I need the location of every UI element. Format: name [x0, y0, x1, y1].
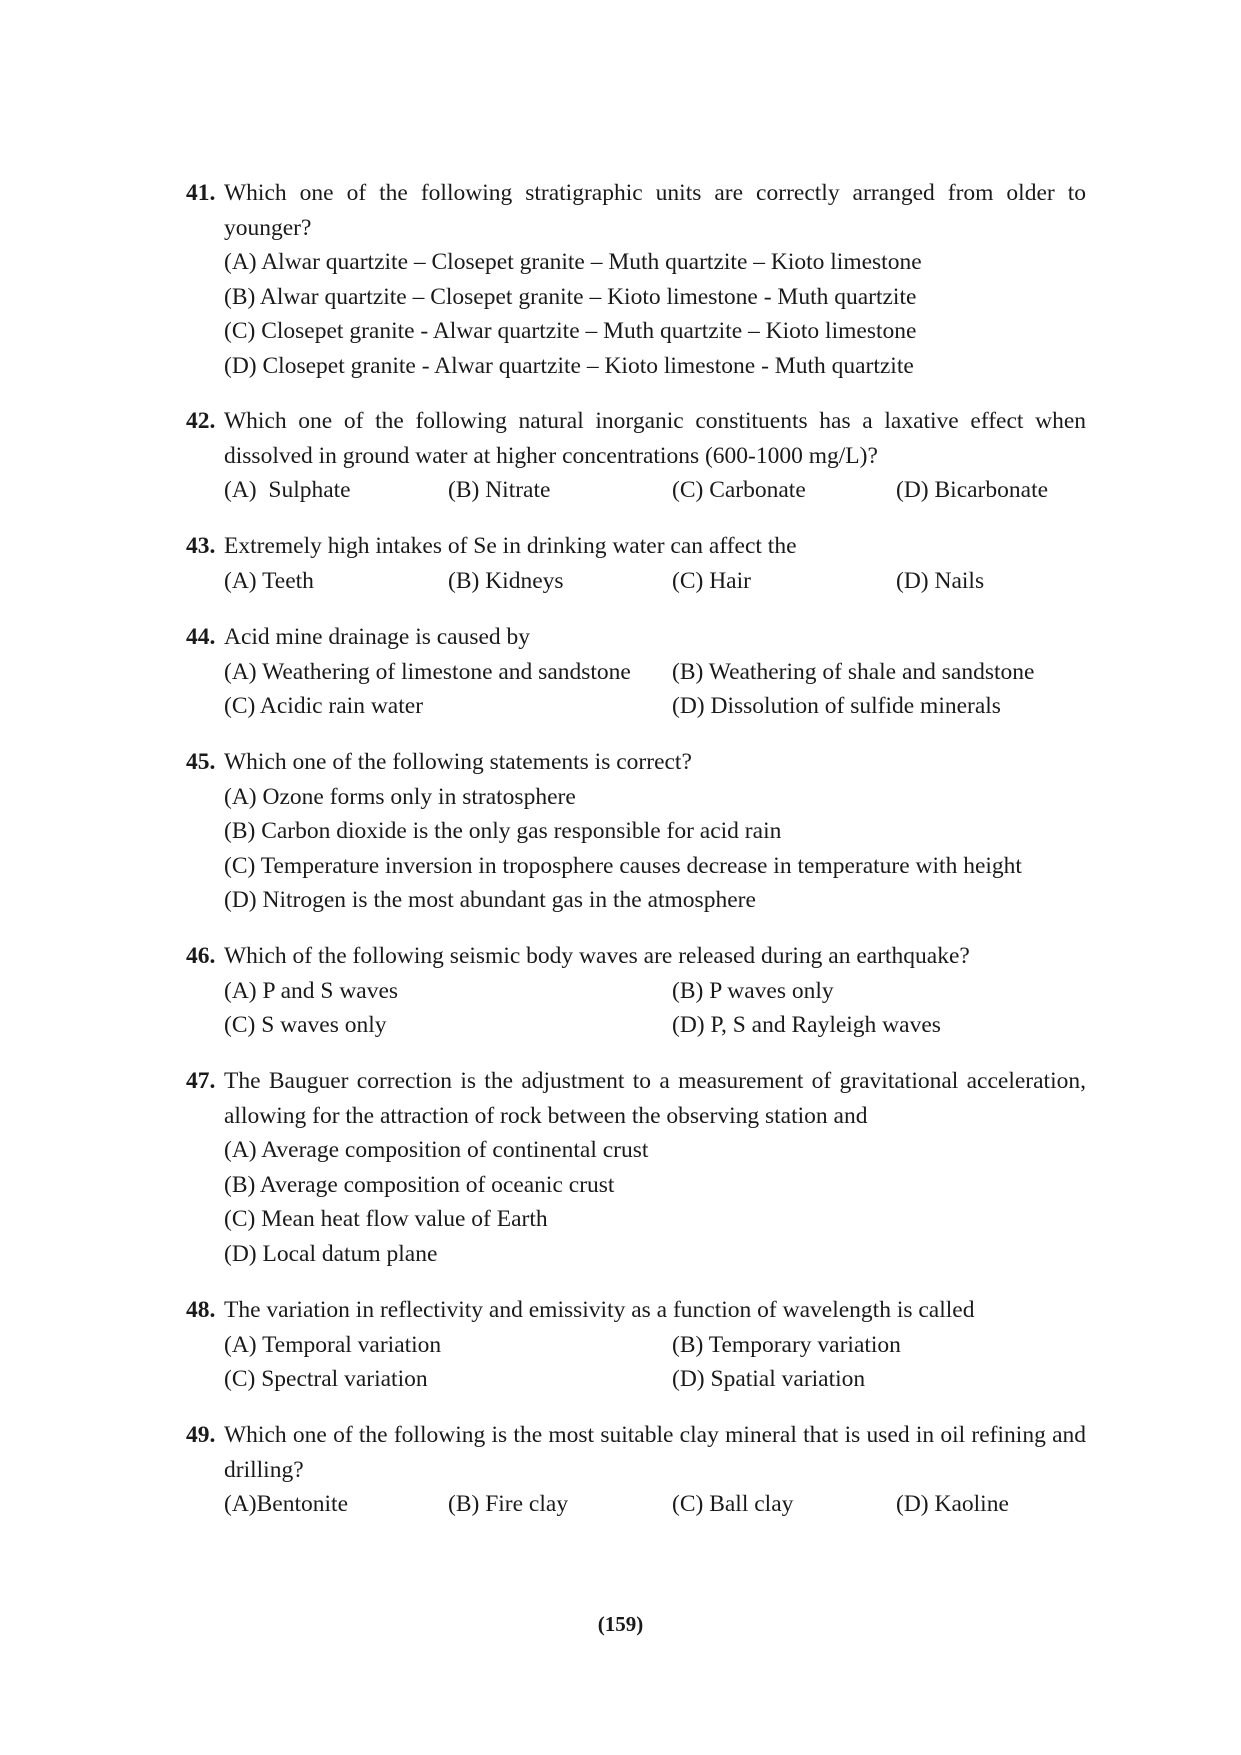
question-number: 42.: [186, 408, 216, 434]
question-45: [186, 745, 1086, 918]
option-a: (A) Average composition of continental crust: [224, 1137, 649, 1163]
option-a: (A)Bentonite: [224, 1491, 348, 1517]
options-list: [224, 473, 1086, 508]
question-number: 45.: [186, 749, 216, 775]
question-number: 41.: [186, 180, 216, 206]
question-number: 49.: [186, 1422, 216, 1448]
option-b: (B) Weathering of shale and sandstone: [672, 658, 1035, 685]
option-c: (C) Carbonate: [672, 477, 806, 503]
question-48: [186, 1293, 1086, 1397]
options-list: [224, 655, 1086, 724]
options-list: [224, 1328, 1086, 1397]
question-text: Acid mine drainage is caused by: [224, 624, 531, 650]
options-list: [224, 1133, 1086, 1271]
question-text: Extremely high intakes of Se in drinking water can affect the: [224, 533, 797, 559]
option-b: (B) Temporary variation: [672, 1331, 901, 1358]
options-list: [224, 245, 1086, 383]
option-a: (A) P and S waves: [224, 977, 399, 1004]
option-a: (A) Sulphate: [224, 477, 351, 503]
option-d: (D) Local datum plane: [224, 1240, 438, 1267]
question-42: [186, 404, 1086, 508]
question-number: 43.: [186, 533, 216, 559]
option-b: (B) Alwar quartzite – Closepet granite – Kioto limestone - Muth quartzite: [224, 283, 917, 310]
option-d: (D) Kaoline: [896, 1491, 1009, 1517]
question-text: Which one of the following natural inorganic constituents has a laxative effect when dissolved in ground water at higher concentrations (600-1000 mg/L)?: [224, 408, 1086, 469]
option-c: (C) Spectral variation: [224, 1366, 428, 1392]
option-c: (C) Closepet granite - Alwar quartzite – Muth quartzite – Kioto limestone: [224, 318, 917, 344]
option-c: (C) Hair: [672, 567, 751, 594]
option-d: (D) Closepet granite - Alwar quartzite – Kioto limestone - Muth quartzite: [224, 352, 914, 379]
question-text: Which one of the following stratigraphic units are correctly arranged from older to younger?: [224, 180, 1086, 241]
option-b: (B) Fire clay: [448, 1491, 569, 1517]
options-list: [224, 780, 1086, 918]
question-number: 48.: [186, 1297, 216, 1323]
option-b: (B) Carbon dioxide is the only gas responsible for acid rain: [224, 818, 782, 844]
options-list: [224, 1487, 1086, 1522]
question-text: The variation in reflectivity and emissivity as a function of wavelength is called: [224, 1297, 975, 1323]
question-number: 46.: [186, 943, 216, 969]
options-list: [224, 564, 1086, 599]
question-43: [186, 529, 1086, 598]
question-46: [186, 939, 1086, 1043]
option-c: (C) Acidic rain water: [224, 693, 424, 719]
option-c: (C) Temperature inversion in troposphere causes decrease in temperature with height: [224, 852, 1022, 879]
option-d: (D) Bicarbonate: [896, 477, 1049, 503]
question-47: [186, 1064, 1086, 1271]
option-a: (A) Teeth: [224, 567, 314, 594]
question-text: Which one of the following statements is correct?: [224, 749, 692, 775]
question-text: Which one of the following is the most suitable clay mineral that is used in oil refining and drilling?: [224, 1422, 1086, 1483]
page-number: (159): [597, 1612, 644, 1636]
option-b: (B) Kidneys: [448, 567, 564, 594]
option-b: (B) Nitrate: [448, 477, 551, 503]
question-49: [186, 1418, 1086, 1522]
options-list: [224, 974, 1086, 1043]
option-c: (C) S waves only: [224, 1012, 387, 1038]
option-b: (B) Average composition of oceanic crust: [224, 1171, 615, 1198]
option-a: (A) Alwar quartzite – Closepet granite – Muth quartzite – Kioto limestone: [224, 249, 922, 275]
option-c: (C) Ball clay: [672, 1491, 794, 1517]
option-d: (D) Dissolution of sulfide minerals: [672, 693, 1001, 719]
option-d: (D) P, S and Rayleigh waves: [672, 1012, 941, 1038]
option-d: (D) Spatial variation: [672, 1366, 866, 1392]
option-a: (A) Ozone forms only in stratosphere: [224, 783, 576, 810]
question-41: [186, 176, 1086, 383]
question-44: [186, 620, 1086, 724]
question-text: The Bauguer correction is the adjustment to a measurement of gravitational acceleration, allowing for the attraction of rock between the observing station and: [224, 1068, 1086, 1129]
question-number: 47.: [186, 1068, 216, 1094]
option-a: (A) Temporal variation: [224, 1331, 442, 1358]
question-number: 44.: [186, 624, 216, 650]
option-d: (D) Nails: [896, 567, 985, 594]
question-text: Which of the following seismic body waves are released during an earthquake?: [224, 943, 970, 969]
option-b: (B) P waves only: [672, 977, 834, 1004]
option-a: (A) Weathering of limestone and sandstone: [224, 658, 631, 685]
option-d: (D) Nitrogen is the most abundant gas in the atmosphere: [224, 887, 756, 913]
option-c: (C) Mean heat flow value of Earth: [224, 1206, 548, 1232]
